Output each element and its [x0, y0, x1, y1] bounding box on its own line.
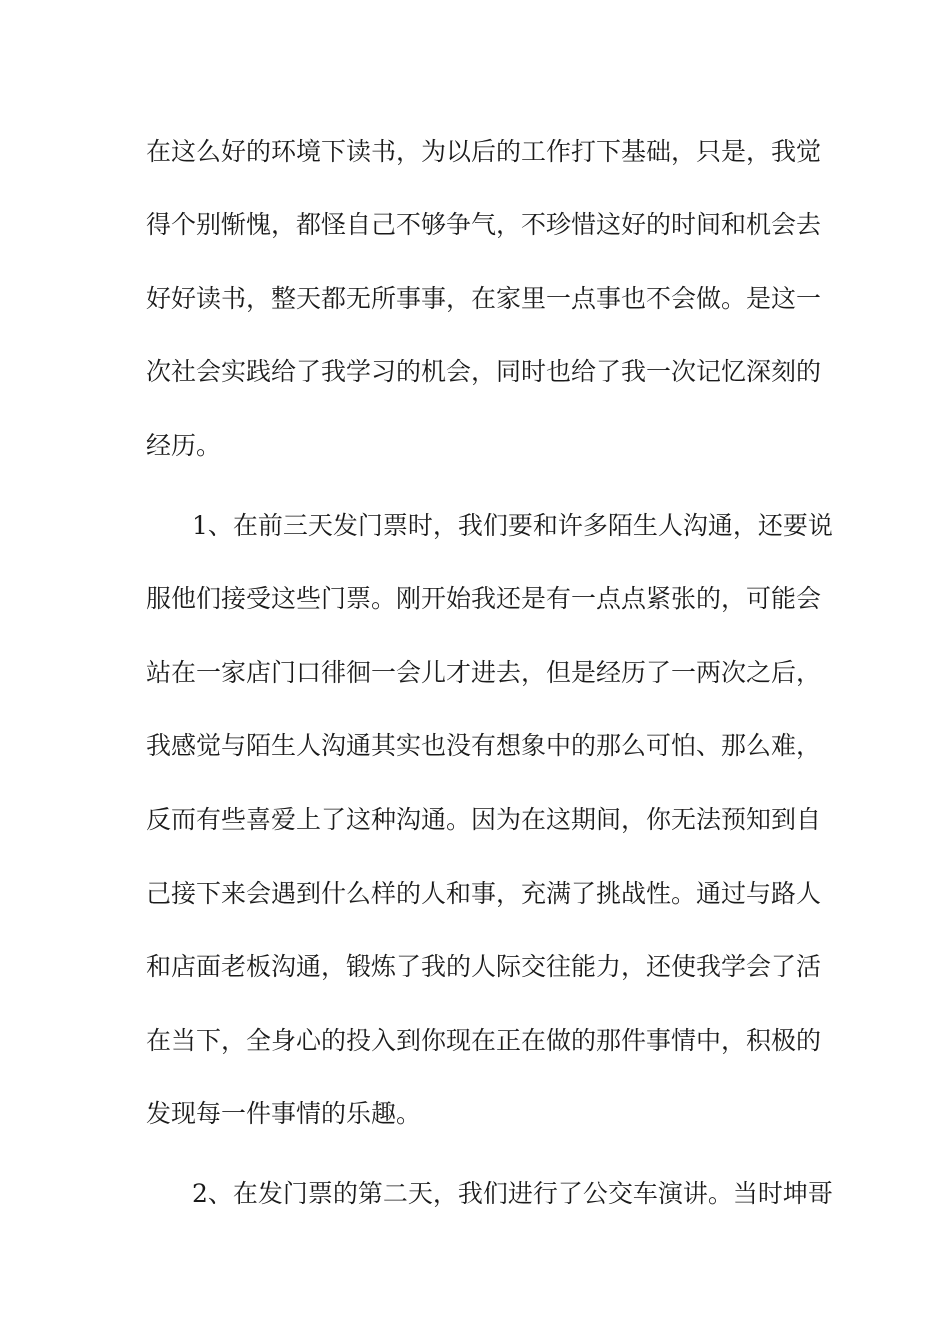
line-text: 反而有些喜爱上了这种沟通。因为在这期间，你无法预知到自 [146, 805, 822, 834]
text-line [0, 352, 950, 392]
text-line [0, 1174, 950, 1214]
line-text: 在这么好的环境下读书，为以后的工作打下基础，只是，我觉 [146, 137, 822, 166]
text-line [0, 800, 950, 840]
line-text: 服他们接受这些门票。刚开始我还是有一点点紧张的，可能会 [146, 584, 822, 613]
line-text: 1、在前三天发门票时，我们要和许多陌生人沟通，还要说 [192, 511, 833, 540]
text-line [0, 947, 950, 987]
line-text: 站在一家店门口徘徊一会儿才进去，但是经历了一两次之后， [146, 658, 822, 687]
line-text: 和店面老板沟通，锻炼了我的人际交往能力，还使我学会了活 [146, 952, 822, 981]
line-text: 己接下来会遇到什么样的人和事，充满了挑战性。通过与路人 [146, 879, 822, 908]
line-text: 好好读书，整天都无所事事，在家里一点事也不会做。是这一 [146, 284, 822, 313]
line-text: 得个别惭愧，都怪自己不够争气，不珍惜这好的时间和机会去 [146, 210, 822, 239]
line-text: 2、在发门票的第二天，我们进行了公交车演讲。当时坤哥 [192, 1179, 833, 1208]
text-line [0, 506, 950, 546]
text-line [0, 579, 950, 619]
text-line [0, 1021, 950, 1061]
text-line [0, 279, 950, 319]
text-line [0, 132, 950, 172]
text-line [0, 205, 950, 245]
line-text: 我感觉与陌生人沟通其实也没有想象中的那么可怕、那么难， [146, 731, 822, 760]
text-line [0, 726, 950, 766]
text-line [0, 653, 950, 693]
line-text: 发现每一件事情的乐趣。 [146, 1099, 422, 1128]
line-text: 次社会实践给了我学习的机会，同时也给了我一次记忆深刻的 [146, 357, 822, 386]
text-line [0, 1094, 950, 1134]
text-line [0, 874, 950, 914]
line-text: 经历。 [146, 431, 222, 460]
line-text: 在当下，全身心的投入到你现在正在做的那件事情中，积极的 [146, 1026, 822, 1055]
text-line [0, 426, 950, 466]
